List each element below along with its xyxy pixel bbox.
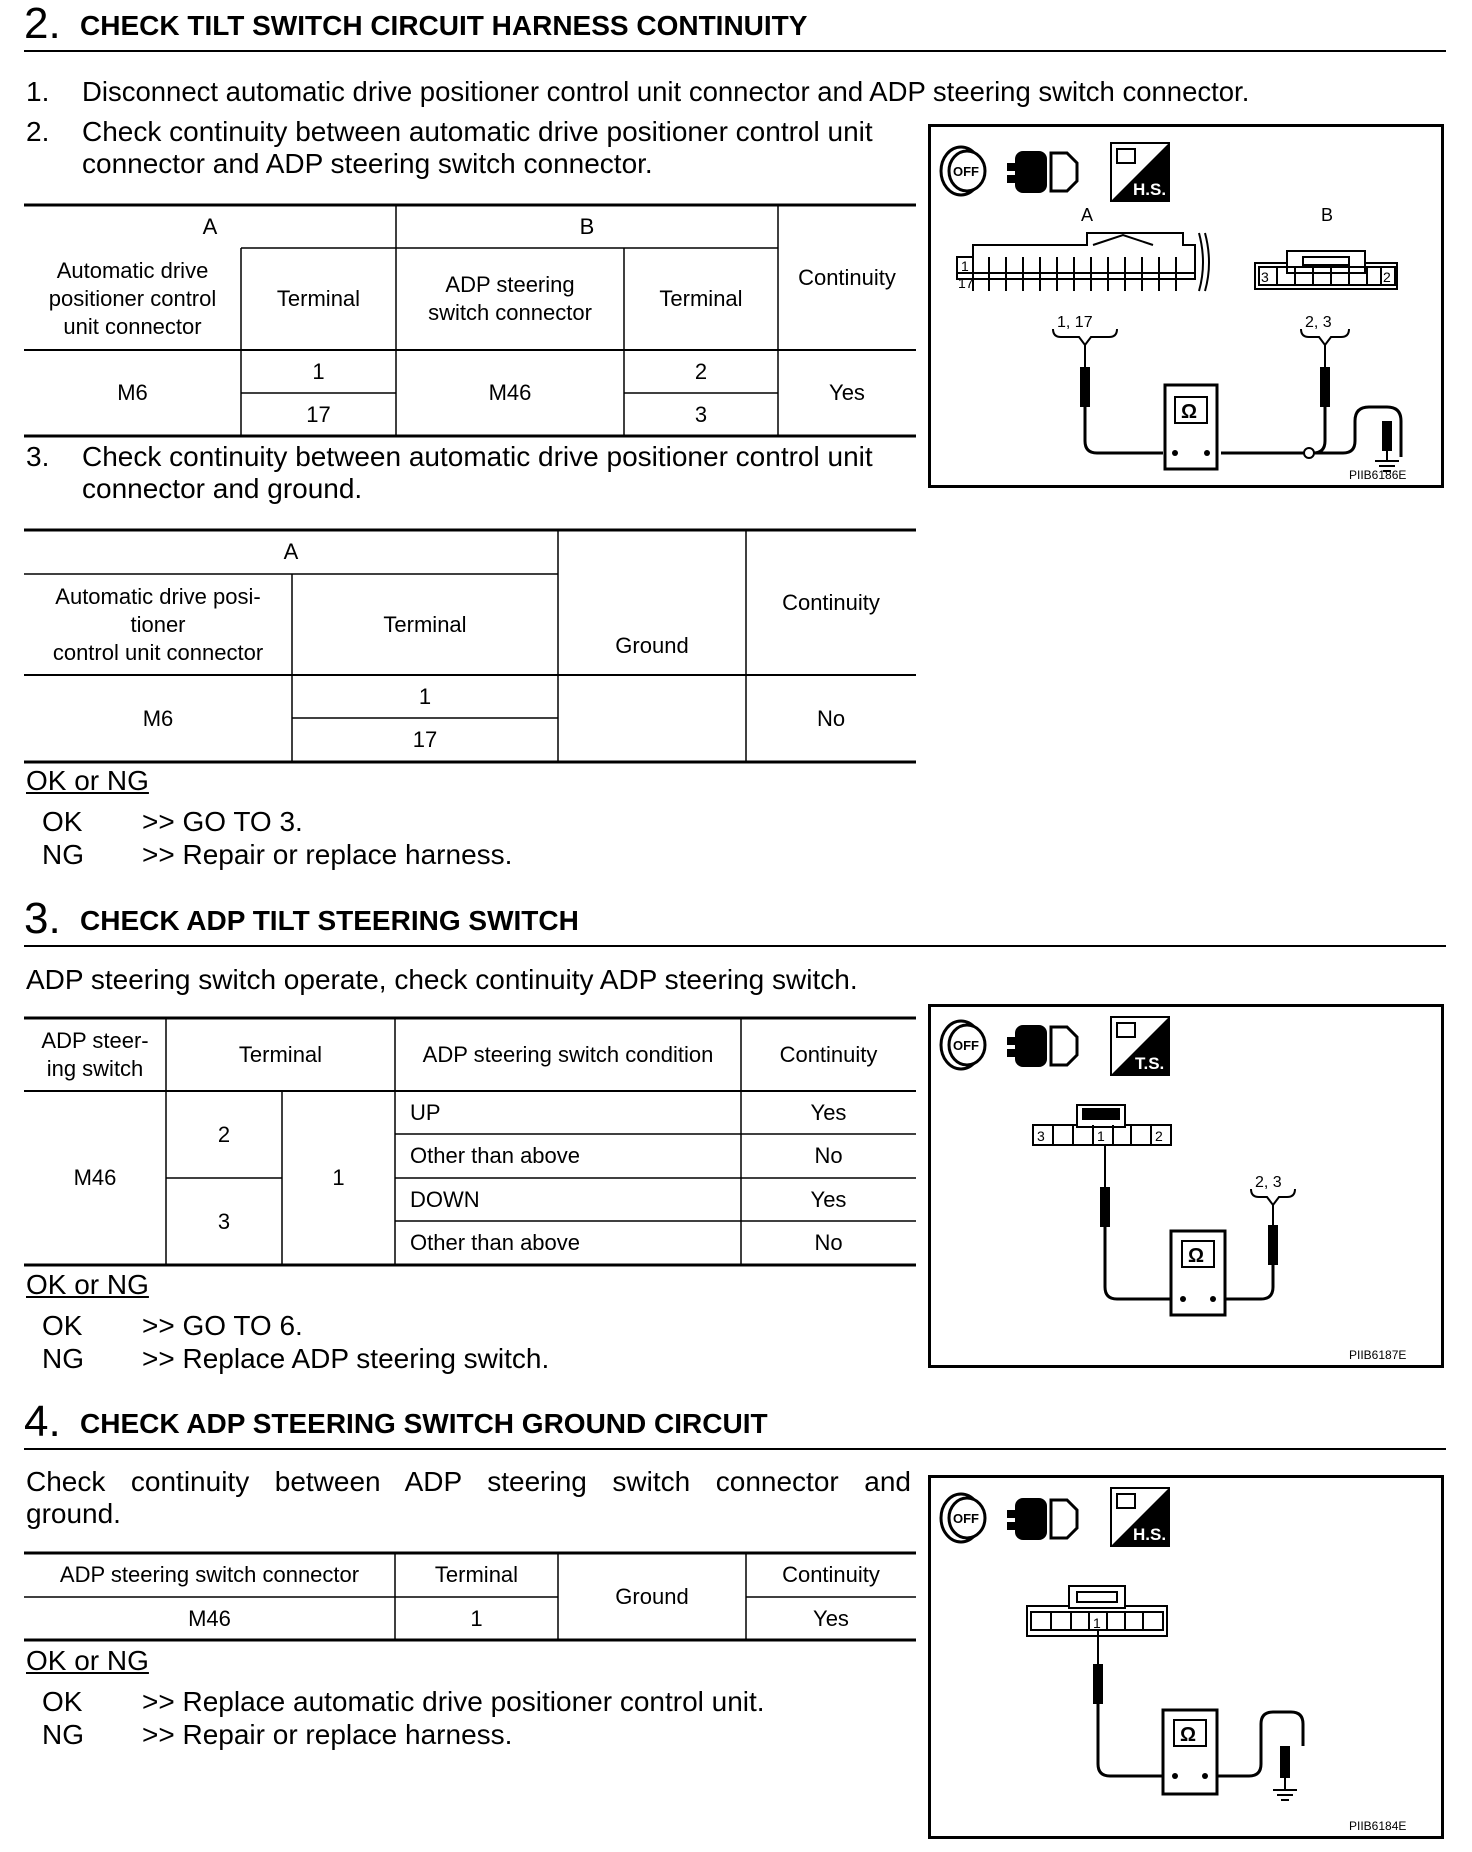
ok-action: >> GO TO 6. [142, 1310, 303, 1341]
cell-connector-a: M6 [117, 380, 148, 405]
svg-text:PIIB6186E: PIIB6186E [1349, 468, 1407, 482]
ignition-off-icon [941, 147, 985, 195]
svg-text:PIIB6187E: PIIB6187E [1349, 1348, 1407, 1362]
connector-disconnect-icon [1007, 151, 1077, 193]
ok-action: >> GO TO 3. [142, 806, 303, 837]
header-continuity: Continuity [798, 264, 896, 290]
section-title: CHECK TILT SWITCH CIRCUIT HARNESS CONTINUITY [80, 10, 808, 41]
step-text: Check continuity between automatic drive positioner control unit [82, 116, 873, 147]
wiring-figure-tilt-switch [928, 1004, 1444, 1368]
svg-text:B: B [1321, 205, 1334, 225]
step-text: connector and ADP steering switch connector. [82, 148, 653, 179]
svg-text:H.S.: H.S. [1133, 180, 1167, 199]
ignition-off-icon [941, 1021, 985, 1069]
section-number: 4. [24, 1397, 61, 1446]
svg-text:2, 3: 2, 3 [1255, 1174, 1282, 1191]
header-continuity: Continuity [782, 1562, 880, 1587]
svg-text:OFF: OFF [953, 164, 979, 179]
cell-continuity: Yes [810, 1099, 847, 1125]
header-connector: ADP steering switch connector [59, 1562, 360, 1587]
header-continuity: Continuity [782, 589, 880, 615]
wiring-figure-ground-circuit [928, 1475, 1444, 1839]
cell-condition: Other than above [410, 1143, 581, 1168]
header-line: positioner control [48, 286, 217, 311]
svg-text:A: A [1081, 205, 1094, 225]
cell-terminal: 17 [306, 401, 331, 427]
ok-label: OK [42, 1310, 83, 1341]
step-number: 3. [26, 441, 50, 472]
section-title: CHECK ADP STEERING SWITCH GROUND CIRCUIT [80, 1408, 768, 1439]
svg-text:1: 1 [1093, 1615, 1101, 1631]
ng-action: >> Replace ADP steering switch. [142, 1343, 550, 1374]
section-intro: ADP steering switch operate, check continuity ADP steering switch. [26, 964, 858, 995]
section-title: CHECK ADP TILT STEERING SWITCH [80, 905, 579, 936]
header-terminal-a: Terminal [276, 286, 361, 311]
svg-text:T.S.: T.S. [1135, 1054, 1165, 1073]
svg-text:1: 1 [961, 258, 969, 274]
svg-text:17: 17 [958, 275, 974, 291]
svg-text:PIIB6184E: PIIB6184E [1349, 1819, 1407, 1833]
step-text: connector and ground. [82, 473, 363, 504]
cell-continuity: No [814, 1230, 843, 1255]
ng-label: NG [42, 1343, 84, 1374]
cell-continuity: No [816, 705, 846, 731]
header-line: tioner [130, 611, 186, 637]
cell-continuity: Yes [829, 380, 865, 405]
header-terminal-b: Terminal [659, 286, 743, 311]
svg-text:H.S.: H.S. [1133, 1525, 1167, 1544]
terminal-side-icon [1111, 1017, 1169, 1075]
ng-label: NG [42, 1719, 84, 1750]
cell-terminal: 2 [217, 1121, 231, 1147]
svg-text:Ω: Ω [1181, 401, 1198, 423]
header-terminal: Terminal [383, 611, 467, 637]
header-line: switch connector [428, 300, 592, 325]
ng-action: >> Repair or replace harness. [142, 1719, 513, 1750]
cell-terminal: 1 [312, 358, 325, 384]
connector-disconnect-icon [1007, 1025, 1077, 1067]
cell-continuity: No [814, 1143, 843, 1168]
ok-label: OK [42, 806, 83, 837]
header-group-b: B [579, 213, 595, 239]
header-ground: Ground [615, 1583, 689, 1609]
header-ground: Ground [615, 633, 689, 658]
cell-terminal: 2 [694, 358, 708, 384]
step-number: 1. [26, 76, 50, 107]
connector-b [1255, 251, 1397, 289]
connector-a [957, 233, 1209, 291]
connector-disconnect-icon [1007, 1498, 1077, 1540]
svg-text:OFF: OFF [953, 1511, 979, 1526]
cell-condition: Other than above [410, 1230, 581, 1255]
wiring-figure-harness-continuity [928, 124, 1444, 488]
svg-text:3: 3 [1037, 1128, 1045, 1144]
ok-label: OK [42, 1686, 83, 1717]
header-group-a: A [202, 213, 218, 239]
cell-connector-b: M46 [488, 380, 532, 405]
section-intro-line: Check continuity between ADP steering switch connector and [26, 1466, 911, 1497]
circuit-diagram [931, 1478, 1441, 1836]
header-condition: ADP steering switch condition [422, 1041, 714, 1067]
svg-text:Ω: Ω [1188, 1245, 1205, 1267]
header-terminal: Terminal [238, 1041, 323, 1067]
cell-terminal: 3 [217, 1208, 231, 1234]
cell-terminal: 1 [470, 1605, 483, 1631]
svg-text:OFF: OFF [953, 1038, 979, 1053]
svg-text:2: 2 [1155, 1128, 1163, 1144]
cell-continuity: Yes [810, 1186, 847, 1212]
section-intro-line: ground. [26, 1498, 121, 1529]
harness-side-icon [1111, 143, 1169, 201]
header-line: Automatic drive posi- [55, 583, 261, 609]
step-text: Disconnect automatic drive positioner control unit connector and ADP steering switch connector. [82, 76, 1250, 107]
cell-terminal: 3 [694, 401, 708, 427]
svg-text:Ω: Ω [1180, 1724, 1197, 1746]
step-number: 2. [26, 116, 50, 147]
header-line: ADP steer- [41, 1027, 149, 1053]
step-text: Check continuity between automatic drive positioner control unit [82, 441, 873, 472]
header-line: ADP steering [445, 272, 575, 297]
ng-action: >> Repair or replace harness. [142, 839, 513, 870]
ng-label: NG [42, 839, 84, 870]
header-line: ing switch [46, 1055, 144, 1081]
ok-or-ng-heading: OK or NG [26, 1645, 149, 1676]
harness-side-icon [1111, 1488, 1169, 1546]
header-line: Automatic drive [56, 258, 209, 283]
header-continuity: Continuity [779, 1041, 878, 1067]
header-line: unit connector [63, 314, 202, 339]
svg-text:2: 2 [1383, 269, 1391, 285]
svg-text:1: 1 [1097, 1128, 1105, 1144]
header-line: control unit connector [52, 639, 264, 665]
svg-text:3: 3 [1261, 269, 1269, 285]
circuit-diagram [931, 1007, 1441, 1365]
cell-condition: DOWN [410, 1186, 480, 1212]
cell-terminal: 1 [332, 1165, 345, 1190]
svg-text:1, 17: 1, 17 [1057, 314, 1093, 331]
cell-connector: M46 [188, 1605, 231, 1631]
svg-text:2, 3: 2, 3 [1305, 314, 1332, 331]
cell-switch: M46 [73, 1165, 117, 1190]
cell-condition: UP [410, 1099, 441, 1125]
cell-connector: M6 [142, 705, 174, 731]
cell-terminal: 1 [418, 683, 432, 709]
ok-action: >> Replace automatic drive positioner control unit. [142, 1686, 765, 1717]
cell-continuity: Yes [813, 1605, 849, 1631]
section-number: 3. [24, 894, 61, 943]
cell-terminal: 17 [412, 727, 438, 752]
header-group-a: A [283, 539, 299, 564]
ok-or-ng-heading: OK or NG [26, 1269, 149, 1300]
ignition-off-icon [941, 1494, 985, 1542]
section-number: 2. [24, 0, 61, 48]
circuit-diagram [931, 127, 1441, 485]
ok-or-ng-heading: OK or NG [26, 765, 149, 796]
header-terminal: Terminal [434, 1562, 519, 1587]
